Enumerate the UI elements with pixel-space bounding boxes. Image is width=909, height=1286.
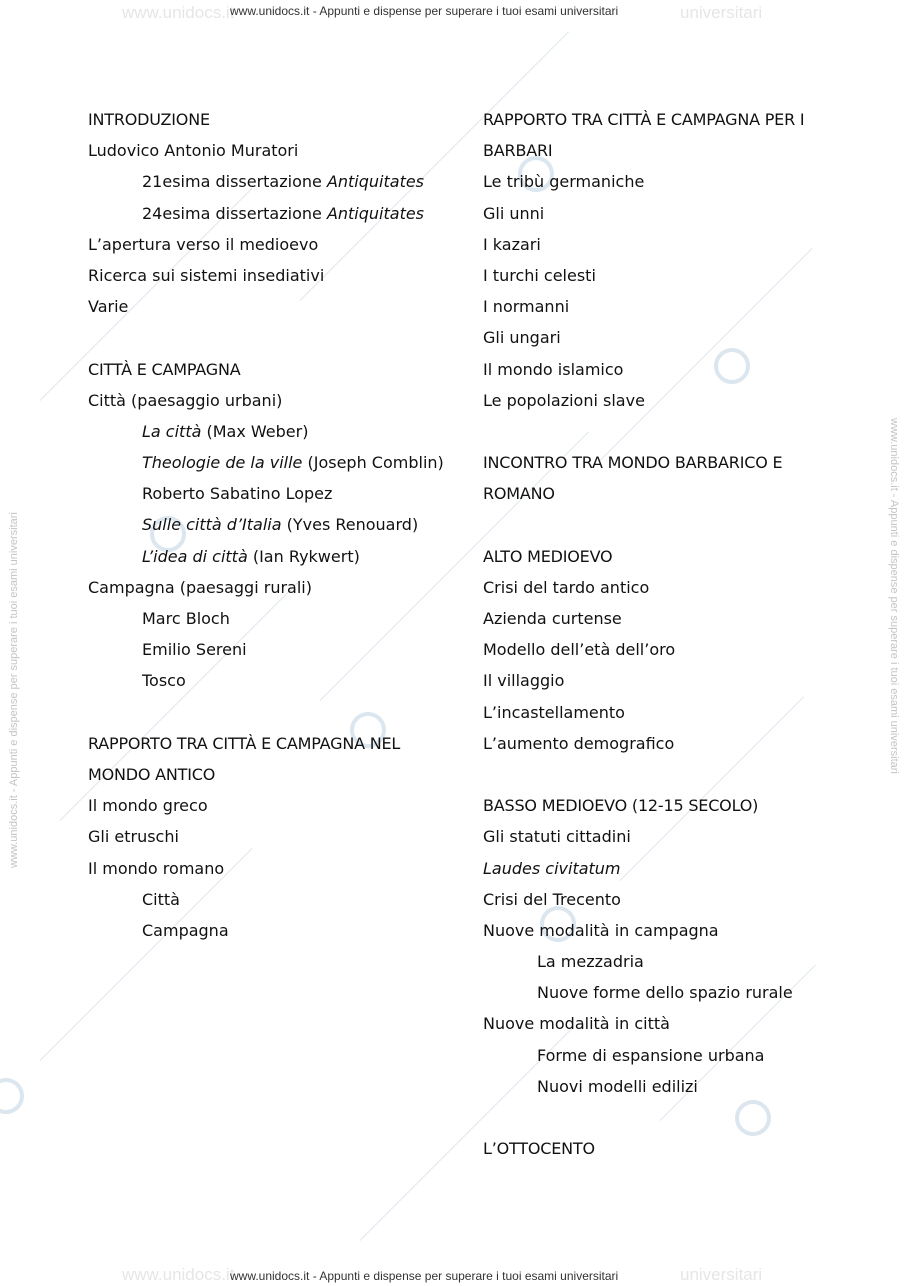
watermark-ghost-text: universitari [680, 1265, 763, 1284]
watermark-ghost-text: www.unidocs.it [122, 1265, 235, 1284]
toc-entry: Ludovico Antonio Muratori [88, 141, 299, 161]
toc-subentry: Città [142, 889, 180, 909]
toc-entry: Il mondo romano [88, 858, 225, 878]
section-heading-continued: BARBARI [483, 141, 553, 161]
watermark-logo-icon [0, 1078, 24, 1114]
toc-subentry: La mezzadria [537, 952, 644, 972]
watermark-header: www.unidocs.it - Appunti e dispense per superare i tuoi esami universitari [230, 4, 619, 18]
toc-subentry: Roberto Sabatino Lopez [142, 484, 333, 504]
watermark-ghost-text: universitari [680, 3, 763, 22]
toc-entry: Campagna (paesaggi rurali) [88, 577, 312, 597]
toc-subentry: Marc Bloch [142, 609, 230, 628]
toc-right-column [483, 104, 823, 1164]
toc-subentry: Theologie de la ville (Joseph Comblin) [142, 453, 444, 473]
toc-entry: Laudes civitatum [483, 858, 621, 878]
toc-subentry: Tosco [142, 671, 186, 691]
watermark-side-left: www.unidocs.it - Appunti e dispense per superare i tuoi esami universitari [8, 512, 20, 868]
section-heading: RAPPORTO TRA CITTÀ E CAMPAGNA NEL [88, 733, 401, 753]
toc-entry: Gli statuti cittadini [483, 827, 631, 847]
toc-entry: I turchi celesti [483, 265, 596, 285]
toc-entry: Modello dell’età dell’oro [483, 640, 676, 660]
toc-entry: Crisi del Trecento [483, 889, 621, 909]
toc-entry: I normanni [483, 297, 570, 317]
watermark-footer: www.unidocs.it - Appunti e dispense per superare i tuoi esami universitari [230, 1269, 619, 1283]
toc-entry: L’apertura verso il medioevo [88, 234, 319, 254]
toc-subentry: Emilio Sereni [142, 640, 247, 660]
toc-subentry: Nuove forme dello spazio rurale [537, 983, 793, 1003]
toc-entry: Gli ungari [483, 328, 561, 348]
toc-entry: Nuove modalità in campagna [483, 920, 719, 940]
toc-entry: Varie [88, 297, 129, 317]
section-heading: L’OTTOCENTO [483, 1139, 595, 1159]
toc-entry: Crisi del tardo antico [483, 577, 650, 597]
toc-subentry: Nuovi modelli edilizi [537, 1076, 698, 1096]
toc-subentry: 21esima dissertazione Antiquitates [142, 172, 425, 192]
section-heading: BASSO MEDIOEVO (12-15 SECOLO) [483, 796, 759, 816]
toc-entry: Gli etruschi [88, 827, 179, 847]
toc-entry: Nuove modalità in città [483, 1014, 670, 1034]
section-heading-continued: MONDO ANTICO [88, 764, 216, 784]
toc-subentry: L’idea di città (Ian Rykwert) [142, 546, 360, 566]
watermark-ghost-text: www.unidocs.it [122, 3, 235, 22]
toc-entry: Il villaggio [483, 671, 565, 691]
section-heading: INTRODUZIONE [88, 110, 210, 129]
toc-left-column [88, 104, 458, 946]
section-heading: RAPPORTO TRA CITTÀ E CAMPAGNA PER I [483, 110, 805, 129]
toc-entry: Azienda curtense [483, 609, 622, 628]
toc-subentry: Forme di espansione urbana [537, 1045, 765, 1065]
section-heading-continued: ROMANO [483, 484, 555, 504]
toc-entry: L’incastellamento [483, 702, 625, 722]
toc-entry: Il mondo islamico [483, 359, 624, 379]
section-heading: ALTO MEDIOEVO [483, 546, 613, 566]
toc-subentry: 24esima dissertazione Antiquitates [142, 203, 425, 223]
toc-entry: L’aumento demografico [483, 733, 675, 753]
toc-entry: I kazari [483, 234, 541, 254]
toc-entry: Le tribù germaniche [483, 172, 645, 192]
toc-subentry: Campagna [142, 920, 229, 940]
section-heading: CITTÀ E CAMPAGNA [88, 359, 241, 379]
toc-entry: Città (paesaggio urbani) [88, 390, 283, 410]
watermark-side-right: www.unidocs.it - Appunti e dispense per superare i tuoi esami universitari [888, 418, 900, 774]
toc-entry: Il mondo greco [88, 796, 208, 816]
section-heading: INCONTRO TRA MONDO BARBARICO E [483, 453, 783, 473]
toc-entry: Le popolazioni slave [483, 390, 645, 410]
toc-subentry: La città (Max Weber) [142, 421, 309, 441]
toc-subentry: Sulle città d’Italia (Yves Renouard) [142, 515, 419, 535]
toc-entry: Ricerca sui sistemi insediativi [88, 265, 325, 285]
toc-entry: Gli unni [483, 203, 545, 223]
